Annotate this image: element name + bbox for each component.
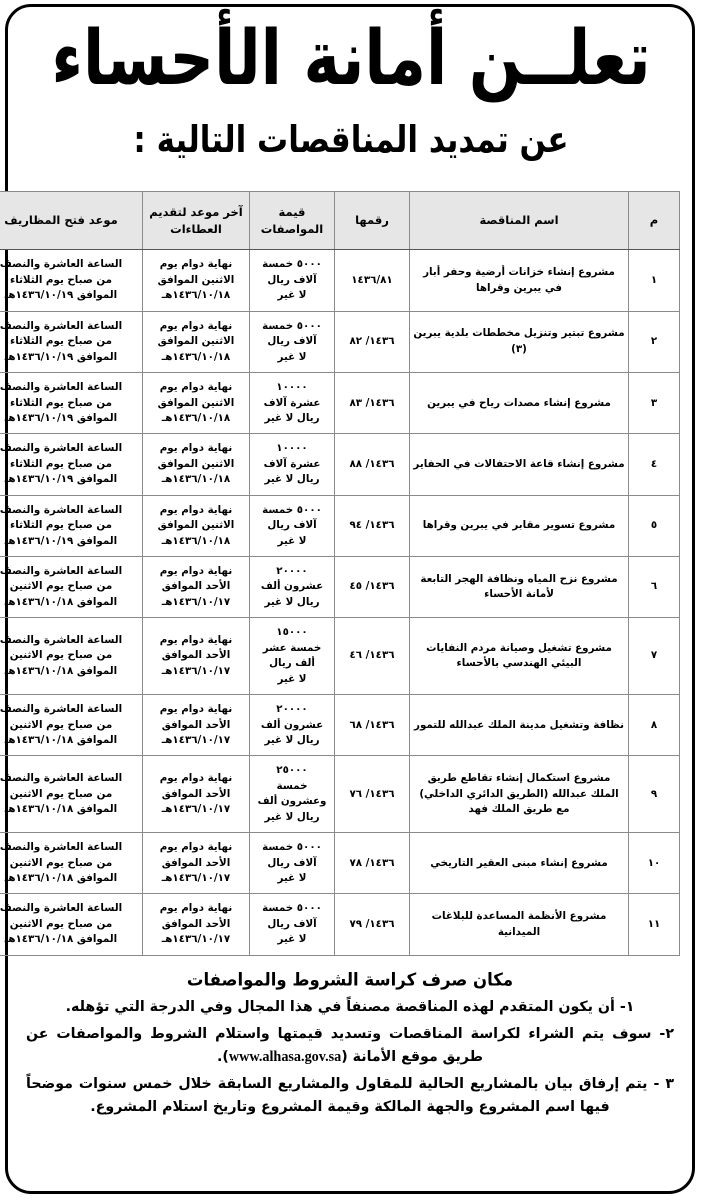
cell-submit-deadline-line: ١٤٣٦/١٠/١٨هـ xyxy=(161,289,231,302)
cell-submit-deadline-line: نهاية دوام يوم xyxy=(159,381,233,394)
cell-spec-value-line: ١٠٠٠٠ xyxy=(276,381,308,394)
cell-spec-value-lines xyxy=(253,702,331,748)
cell-envelope-opening-line: من صباح يوم الثلاثاء xyxy=(9,519,113,532)
cell-envelope-opening-line: الساعة العاشرة والنصف xyxy=(0,503,123,516)
cell-tender-name: مشروع تسوير مقابر في يبرين وقراها xyxy=(410,495,629,556)
cell-tender-name: مشروع إنشاء مصدات رياح في يبرين xyxy=(410,373,629,434)
cell-submit-deadline-line: نهاية دوام يوم xyxy=(159,565,233,577)
cell-tender-name: مشروع تشغيل وصيانة مردم النفايات البيئي الهندسي بالأحساء xyxy=(410,618,629,695)
cell-submit-deadline-line: الأحد الموافق xyxy=(161,718,231,731)
cell-submit-deadline-line: ١٤٣٦/١٠/١٧هـ xyxy=(161,802,231,815)
cell-submit-deadline-line: ١٤٣٦/١٠/١٧هـ xyxy=(161,664,231,677)
cell-spec-value-lines xyxy=(253,503,331,549)
cell-envelope-opening-lines xyxy=(0,380,139,426)
note-item-1: ١- أن يكون المتقدم لهذه المناقصة مصنفاً في هذا المجال وفي الدرجة التي تؤهله. xyxy=(65,998,635,1015)
cell-envelope-opening xyxy=(0,434,143,495)
cell-index: ٨ xyxy=(629,695,680,756)
cell-tender-name: مشروع استكمال إنشاء تقاطع طريق الملك عبدالله (الطريق الدائري الداخلي) مع طريق الملك فهد xyxy=(410,756,629,833)
cell-spec-value xyxy=(250,695,335,756)
cell-envelope-opening xyxy=(0,373,143,434)
cell-tender-number: ١٤٣٦/ ٨٨ xyxy=(335,434,410,495)
cell-envelope-opening-line: من صباح يوم الثلاثاء xyxy=(9,396,113,409)
cell-submit-deadline xyxy=(143,373,250,434)
cell-spec-value-line: ١٥٠٠٠ xyxy=(276,626,308,639)
cell-submit-deadline-lines xyxy=(146,702,246,748)
cell-index: ١٠ xyxy=(629,833,680,894)
cell-envelope-opening-lines xyxy=(0,702,139,748)
cell-tender-number: ١٤٣٦/٨١ xyxy=(335,250,410,311)
table-row xyxy=(0,833,680,894)
cell-envelope-opening-line: الموافق ١٤٣٦/١٠/١٩هـ xyxy=(4,411,118,424)
cell-envelope-opening-lines xyxy=(0,633,139,679)
cell-submit-deadline-line: نهاية دوام يوم xyxy=(159,503,233,516)
cell-envelope-opening-lines xyxy=(0,319,139,365)
cell-index: ٢ xyxy=(629,311,680,372)
cell-submit-deadline-line: الاثنين الموافق xyxy=(157,396,235,409)
cell-spec-value xyxy=(250,894,335,955)
cell-envelope-opening-line: الساعة العاشرة والنصف xyxy=(0,902,123,915)
column-header-tender-number: رقمها xyxy=(335,192,410,250)
cell-submit-deadline-line: نهاية دوام يوم xyxy=(159,442,233,455)
column-header-tender-name: اسم المناقصة xyxy=(410,192,629,250)
cell-submit-deadline-line: الأحد الموافق xyxy=(161,649,231,662)
cell-submit-deadline-lines xyxy=(146,901,246,947)
cell-spec-value-line: عشرة آلاف xyxy=(263,396,321,409)
cell-envelope-opening-lines xyxy=(0,503,139,549)
cell-spec-value-line: عشرون ألف xyxy=(260,718,324,731)
cell-index: ٣ xyxy=(629,373,680,434)
cell-tender-number: ١٤٣٦/ ٤٦ xyxy=(335,618,410,695)
cell-submit-deadline-line: الاثنين الموافق xyxy=(157,457,235,470)
cell-submit-deadline-line: نهاية دوام يوم xyxy=(159,772,233,785)
cell-spec-value-lines xyxy=(253,763,331,825)
cell-envelope-opening xyxy=(0,557,143,618)
cell-envelope-opening-lines xyxy=(0,840,139,886)
cell-spec-value xyxy=(250,756,335,833)
cell-spec-value-line: ١٠٠٠٠ xyxy=(276,442,308,455)
cell-spec-value-line: ألف ريال xyxy=(269,657,315,670)
cell-index: ١ xyxy=(629,250,680,311)
cell-envelope-opening xyxy=(0,756,143,833)
cell-tender-name: مشروع إنشاء خزانات أرضية وحفر أبار في يبرين وقراها xyxy=(410,250,629,311)
cell-envelope-opening-line: الموافق ١٤٣٦/١٠/١٨هـ xyxy=(4,933,118,946)
cell-spec-value-line: ريال لا غير xyxy=(264,473,320,486)
cell-submit-deadline-lines xyxy=(146,564,246,610)
cell-submit-deadline xyxy=(143,250,250,311)
cell-submit-deadline-lines xyxy=(146,771,246,817)
cell-spec-value-line: آلاف ريال xyxy=(267,917,317,930)
cell-spec-value xyxy=(250,311,335,372)
tenders-table-container xyxy=(0,191,680,956)
cell-tender-name: نظافة وتشغيل مدينة الملك عبدالله للتمور xyxy=(410,695,629,756)
cell-spec-value xyxy=(250,495,335,556)
cell-submit-deadline xyxy=(143,434,250,495)
cell-index: ٥ xyxy=(629,495,680,556)
cell-submit-deadline-lines xyxy=(146,503,246,549)
cell-submit-deadline-line: نهاية دوام يوم xyxy=(159,319,233,332)
cell-envelope-opening xyxy=(0,311,143,372)
cell-index: ٩ xyxy=(629,756,680,833)
note-2-text-after: ). xyxy=(217,1048,229,1065)
cell-spec-value-lines xyxy=(253,257,331,303)
cell-spec-value xyxy=(250,557,335,618)
cell-submit-deadline-line: الأحد الموافق xyxy=(161,580,231,593)
cell-spec-value-line: ريال لا غير xyxy=(264,411,320,424)
cell-tender-name: مشروع نزح المياه ونظافة الهجر التابعة لأمانة الأحساء xyxy=(410,557,629,618)
cell-submit-deadline xyxy=(143,311,250,372)
cell-envelope-opening-line: الموافق ١٤٣٦/١٠/١٨هـ xyxy=(4,872,118,884)
cell-envelope-opening-line: الموافق ١٤٣٦/١٠/١٨هـ xyxy=(4,664,118,677)
cell-index: ١١ xyxy=(629,894,680,955)
cell-spec-value-line: ٥٠٠٠ خمسة xyxy=(262,503,322,516)
conditions-notes-section xyxy=(22,970,680,1119)
cell-spec-value-line: لا غير xyxy=(277,933,307,946)
cell-spec-value xyxy=(250,434,335,495)
cell-spec-value-line: ٥٠٠٠ خمسة xyxy=(262,258,322,271)
cell-envelope-opening-line: الساعة العاشرة والنصف xyxy=(0,565,123,577)
cell-submit-deadline-lines xyxy=(146,257,246,303)
cell-spec-value-line: ريال لا غير xyxy=(264,595,320,608)
cell-envelope-opening-line: من صباح يوم الثلاثاء xyxy=(9,457,113,470)
table-row xyxy=(0,618,680,695)
cell-spec-value-line: وعشرون ألف xyxy=(257,795,327,808)
tenders-table xyxy=(0,191,680,956)
cell-spec-value-line: ٥٠٠٠ خمسة xyxy=(262,902,322,915)
cell-spec-value-line: لا غير xyxy=(277,672,307,685)
cell-spec-value-lines xyxy=(253,380,331,426)
cell-submit-deadline xyxy=(143,557,250,618)
cell-tender-name: مشروع إنشاء مبنى العقير التاريخي xyxy=(410,833,629,894)
cell-envelope-opening xyxy=(0,618,143,695)
cell-submit-deadline-lines xyxy=(146,380,246,426)
table-row xyxy=(0,250,680,311)
cell-spec-value-line: ٢٥٠٠٠ xyxy=(276,764,308,777)
table-row xyxy=(0,495,680,556)
cell-spec-value-line: آلاف ريال xyxy=(267,856,317,869)
cell-submit-deadline-line: ١٤٣٦/١٠/١٨هـ xyxy=(161,534,231,547)
cell-envelope-opening-lines xyxy=(0,901,139,947)
cell-envelope-opening-line: الساعة العاشرة والنصف xyxy=(0,381,123,394)
cell-spec-value-line: خمسة عشر xyxy=(262,641,322,654)
cell-envelope-opening-line: من صباح يوم الاثنين xyxy=(9,917,113,930)
cell-spec-value xyxy=(250,250,335,311)
cell-tender-name: مشروع تبتير وتنزيل مخططات بلدية يبرين (٣) xyxy=(410,311,629,372)
cell-submit-deadline-line: ١٤٣٦/١٠/١٧هـ xyxy=(161,872,231,884)
cell-envelope-opening xyxy=(0,894,143,955)
cell-submit-deadline-line: ١٤٣٦/١٠/١٧هـ xyxy=(161,595,231,608)
table-row xyxy=(0,756,680,833)
cell-envelope-opening-line: الموافق ١٤٣٦/١٠/١٨هـ xyxy=(4,802,118,815)
cell-spec-value-line: ريال لا غير xyxy=(264,733,320,746)
cell-submit-deadline-line: ١٤٣٦/١٠/١٨هـ xyxy=(161,411,231,424)
cell-spec-value-lines xyxy=(253,625,331,687)
cell-envelope-opening-line: الساعة العاشرة والنصف xyxy=(0,442,123,455)
cell-envelope-opening-lines xyxy=(0,441,139,487)
cell-envelope-opening-line: الموافق ١٤٣٦/١٠/١٩هـ xyxy=(4,473,118,486)
cell-submit-deadline-lines xyxy=(146,840,246,886)
cell-spec-value-line: خمسة xyxy=(276,779,308,792)
announcement-header xyxy=(22,0,680,162)
cell-tender-name: مشروع الأنظمة المساعدة للبلاغات الميدانية xyxy=(410,894,629,955)
cell-envelope-opening-line: الموافق ١٤٣٦/١٠/١٩هـ xyxy=(4,289,118,302)
cell-submit-deadline-line: ١٤٣٦/١٠/١٨هـ xyxy=(161,350,231,363)
cell-envelope-opening-lines xyxy=(0,771,139,817)
cell-tender-number: ١٤٣٦/ ٨٢ xyxy=(335,311,410,372)
table-row xyxy=(0,434,680,495)
cell-spec-value-line: ٢٠٠٠٠ xyxy=(276,703,308,716)
cell-submit-deadline xyxy=(143,695,250,756)
table-row xyxy=(0,894,680,955)
cell-submit-deadline xyxy=(143,756,250,833)
page-title: تعلــن أمانة الأحساء xyxy=(51,13,651,103)
cell-submit-deadline-line: نهاية دوام يوم xyxy=(159,703,233,716)
cell-spec-value-line: لا غير xyxy=(277,350,307,363)
cell-envelope-opening-line: الساعة العاشرة والنصف xyxy=(0,319,123,332)
column-header-submit-deadline: آخر موعد لتقديم العطاءات xyxy=(143,192,250,250)
cell-spec-value-line: لا غير xyxy=(277,872,307,884)
cell-spec-value-line: ٥٠٠٠ خمسة xyxy=(262,841,322,854)
cell-spec-value xyxy=(250,373,335,434)
cell-spec-value-line: ٥٠٠٠ خمسة xyxy=(262,319,322,332)
cell-index: ٦ xyxy=(629,557,680,618)
cell-submit-deadline-lines xyxy=(146,441,246,487)
cell-envelope-opening-lines xyxy=(0,257,139,303)
cell-spec-value-line: آلاف ريال xyxy=(267,519,317,532)
cell-spec-value-lines xyxy=(253,840,331,886)
cell-envelope-opening-lines xyxy=(0,564,139,610)
cell-spec-value-line: عشرون ألف xyxy=(260,580,324,593)
cell-envelope-opening-line: من صباح يوم الثلاثاء xyxy=(9,335,113,348)
cell-envelope-opening xyxy=(0,495,143,556)
cell-spec-value-line: آلاف ريال xyxy=(267,335,317,348)
cell-submit-deadline-lines xyxy=(146,633,246,679)
cell-envelope-opening xyxy=(0,833,143,894)
cell-submit-deadline-line: نهاية دوام يوم xyxy=(159,258,233,271)
cell-spec-value xyxy=(250,833,335,894)
table-row xyxy=(0,695,680,756)
table-header-row xyxy=(0,192,680,250)
cell-tender-number: ١٤٣٦/ ٧٩ xyxy=(335,894,410,955)
cell-envelope-opening-line: الساعة العاشرة والنصف xyxy=(0,258,123,271)
amanah-website-url[interactable]: www.alhasa.gov.sa xyxy=(228,1048,342,1065)
cell-submit-deadline-line: الأحد الموافق xyxy=(161,787,231,800)
cell-spec-value xyxy=(250,618,335,695)
cell-spec-value-line: ٢٠٠٠٠ xyxy=(276,565,308,577)
cell-envelope-opening-line: من صباح يوم الاثنين xyxy=(9,856,113,869)
cell-spec-value-line: آلاف ريال xyxy=(267,273,317,286)
cell-submit-deadline-line: الأحد الموافق xyxy=(161,917,231,930)
cell-envelope-opening-line: من صباح يوم الاثنين xyxy=(9,787,113,800)
cell-envelope-opening-line: من صباح يوم الاثنين xyxy=(9,649,113,662)
note-item-3: ٣ - يتم إرفاق بيان بالمشاريع الحالية للمقاول والمشاريع السابقة خلال خمس سنوات موضحاً فيها اسم المشروع والجهة المالكة وقيمة المشروع وتاريخ استلام المشروع. xyxy=(26,1075,674,1115)
cell-tender-number: ١٤٣٦/ ٦٨ xyxy=(335,695,410,756)
cell-envelope-opening-line: الساعة العاشرة والنصف xyxy=(0,703,123,716)
table-header xyxy=(0,192,680,250)
cell-spec-value-line: عشرة آلاف xyxy=(263,457,321,470)
cell-spec-value-line: لا غير xyxy=(277,289,307,302)
cell-submit-deadline-line: ١٤٣٦/١٠/١٨هـ xyxy=(161,473,231,486)
cell-tender-number: ١٤٣٦/ ٤٥ xyxy=(335,557,410,618)
cell-envelope-opening-line: الساعة العاشرة والنصف xyxy=(0,772,123,785)
cell-envelope-opening-line: الموافق ١٤٣٦/١٠/١٩هـ xyxy=(4,350,118,363)
cell-submit-deadline xyxy=(143,618,250,695)
column-header-envelope-opening: موعد فتح المظاريف xyxy=(0,192,143,250)
cell-spec-value-lines xyxy=(253,319,331,365)
cell-index: ٤ xyxy=(629,434,680,495)
cell-spec-value-lines xyxy=(253,441,331,487)
cell-spec-value-lines xyxy=(253,901,331,947)
cell-tender-number: ١٤٣٦/ ٨٣ xyxy=(335,373,410,434)
note-item-2 xyxy=(26,1023,674,1069)
cell-spec-value-line: ريال لا غير xyxy=(264,810,320,823)
cell-tender-number: ١٤٣٦/ ٧٨ xyxy=(335,833,410,894)
cell-submit-deadline-line: ١٤٣٦/١٠/١٧هـ xyxy=(161,933,231,946)
column-header-index: م xyxy=(629,192,680,250)
cell-submit-deadline xyxy=(143,833,250,894)
table-row xyxy=(0,311,680,372)
cell-submit-deadline-line: ١٤٣٦/١٠/١٧هـ xyxy=(161,733,231,746)
cell-submit-deadline-line: نهاية دوام يوم xyxy=(159,902,233,915)
cell-spec-value-line: لا غير xyxy=(277,534,307,547)
notes-title: مكان صرف كراسة الشروط والمواصفات xyxy=(186,969,514,990)
cell-submit-deadline xyxy=(143,894,250,955)
cell-envelope-opening-line: من صباح يوم الاثنين xyxy=(9,580,113,593)
cell-tender-number: ١٤٣٦/ ٧٦ xyxy=(335,756,410,833)
cell-index: ٧ xyxy=(629,618,680,695)
cell-envelope-opening-line: الساعة العاشرة والنصف xyxy=(0,634,123,647)
cell-submit-deadline-line: الاثنين الموافق xyxy=(157,519,235,532)
page-subtitle: عن تمديد المناقصات التالية : xyxy=(133,119,569,162)
cell-tender-number: ١٤٣٦/ ٩٤ xyxy=(335,495,410,556)
cell-submit-deadline-line: الاثنين الموافق xyxy=(157,273,235,286)
cell-submit-deadline-line: نهاية دوام يوم xyxy=(159,634,233,647)
cell-spec-value-lines xyxy=(253,564,331,610)
cell-submit-deadline-line: الاثنين الموافق xyxy=(157,335,235,348)
table-row xyxy=(0,373,680,434)
cell-envelope-opening-line: الساعة العاشرة والنصف xyxy=(0,841,123,854)
cell-submit-deadline-lines xyxy=(146,319,246,365)
cell-envelope-opening-line: الموافق ١٤٣٦/١٠/١٨هـ xyxy=(4,595,118,608)
cell-envelope-opening xyxy=(0,695,143,756)
cell-envelope-opening-line: من صباح يوم الثلاثاء xyxy=(9,273,113,286)
cell-envelope-opening xyxy=(0,250,143,311)
column-header-spec-value: قيمة المواصفات xyxy=(250,192,335,250)
cell-submit-deadline-line: نهاية دوام يوم xyxy=(159,841,233,854)
note-2-text-before: ٢- سوف يتم الشراء لكراسة المناقصات وتسديد قيمتها واستلام الشروط والمواصفات عن طريق موقع الأمانة ( xyxy=(26,1025,674,1065)
cell-submit-deadline-line: الأحد الموافق xyxy=(161,856,231,869)
cell-envelope-opening-line: الموافق ١٤٣٦/١٠/١٩هـ xyxy=(4,534,118,547)
cell-tender-name: مشروع إنشاء قاعة الاحتفالات في الحفاير xyxy=(410,434,629,495)
cell-envelope-opening-line: من صباح يوم الاثنين xyxy=(9,718,113,731)
cell-envelope-opening-line: الموافق ١٤٣٦/١٠/١٨هـ xyxy=(4,733,118,746)
table-row xyxy=(0,557,680,618)
table-body xyxy=(0,250,680,955)
cell-submit-deadline xyxy=(143,495,250,556)
